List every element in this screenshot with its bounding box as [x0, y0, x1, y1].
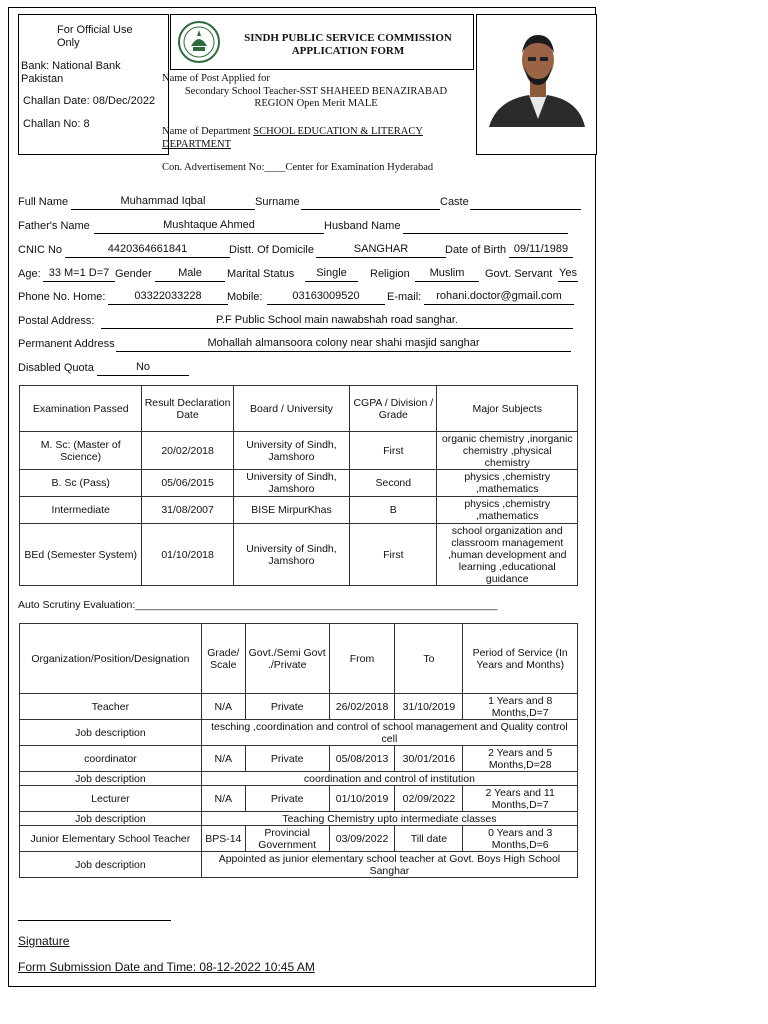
- dob-label: Date of Birth: [445, 244, 507, 256]
- table-row: [20, 786, 578, 812]
- advertisement-line: Con. Advertisement No:____Center for Examination Hyderabad: [162, 162, 434, 173]
- table-cell: school organization and classroom management ,human development and learning ,educational guidance: [437, 524, 578, 586]
- job-to: 31/10/2019: [395, 694, 463, 720]
- job-position: Lecturer: [20, 786, 202, 812]
- department-label: Name of Department: [162, 126, 251, 137]
- job-description: tesching ,coordination and control of school management and Quality control cell: [201, 720, 577, 746]
- table-cell: 05/06/2015: [142, 470, 233, 497]
- job-to: 30/01/2016: [395, 746, 463, 772]
- job-grade: N/A: [201, 746, 245, 772]
- job-period: 2 Years and 5 Months,D=28: [463, 746, 578, 772]
- husband-name-field: [403, 219, 568, 234]
- surname-field: [301, 195, 440, 210]
- job-position: Teacher: [20, 694, 202, 720]
- govt-servant-label: Govt. Servant: [485, 268, 553, 280]
- experience-header: Grade/ Scale: [201, 624, 245, 694]
- father-name-label: Father's Name: [18, 220, 90, 232]
- job-from: 05/08/2013: [329, 746, 395, 772]
- table-cell: 20/02/2018: [142, 432, 233, 470]
- education-header: CGPA / Division / Grade: [350, 386, 437, 432]
- phone-label: Phone No. Home:: [18, 291, 106, 303]
- table-cell: University of Sindh, Jamshoro: [233, 432, 349, 470]
- marital-status-field: Single: [305, 267, 358, 282]
- job-description-label: Job description: [20, 812, 202, 826]
- age-field: 33 M=1 D=7: [43, 267, 115, 282]
- table-cell: First: [350, 524, 437, 586]
- experience-header: Govt./Semi Govt ./Private: [245, 624, 329, 694]
- job-to: 02/09/2022: [395, 786, 463, 812]
- table-row: [20, 746, 578, 772]
- job-to: Till date: [395, 826, 463, 852]
- post-value: Secondary School Teacher-SST SHAHEED BENAZIRABAD REGION Open Merit MALE: [184, 85, 448, 109]
- phone-field: 03322033228: [108, 290, 228, 305]
- job-type: Private: [245, 746, 329, 772]
- table-cell: BEd (Semester System): [20, 524, 142, 586]
- experience-header-row: [20, 624, 578, 694]
- application-form-page: [8, 7, 596, 987]
- auto-scrutiny-line: Auto Scrutiny Evaluation:______________________________________________________________: [18, 599, 498, 611]
- mobile-label: Mobile:: [227, 291, 263, 303]
- domicile-label: Distt. Of Domicile: [229, 244, 314, 256]
- table-row: [20, 852, 578, 878]
- table-cell: 31/08/2007: [142, 497, 233, 524]
- age-label: Age:: [18, 268, 41, 280]
- permanent-address-field: Mohallah almansoora colony near shahi masjid sanghar: [116, 337, 571, 352]
- table-cell: Second: [350, 470, 437, 497]
- caste-field: [470, 195, 581, 210]
- education-header: Major Subjects: [437, 386, 578, 432]
- disabled-quota-label: Disabled Quota: [18, 362, 94, 374]
- cnic-label: CNIC No: [18, 244, 63, 256]
- job-description: Appointed as junior elementary school teacher at Govt. Boys High School Sanghar: [201, 852, 577, 878]
- education-header: Board / University: [233, 386, 349, 432]
- disabled-quota-field: No: [97, 361, 189, 376]
- table-cell: 01/10/2018: [142, 524, 233, 586]
- experience-header: To: [395, 624, 463, 694]
- mobile-field: 03163009520: [267, 290, 385, 305]
- job-description-label: Job description: [20, 720, 202, 746]
- table-cell: M. Sc: (Master of Science): [20, 432, 142, 470]
- email-label: E-mail:: [387, 291, 422, 303]
- experience-header: Organization/Position/Designation: [20, 624, 202, 694]
- job-period: 1 Years and 8 Months,D=7: [463, 694, 578, 720]
- religion-field: Muslim: [415, 267, 479, 282]
- table-row: [20, 432, 578, 470]
- table-cell: physics ,chemistry ,mathematics: [437, 470, 578, 497]
- department-value: SCHOOL EDUCATION & LITERACY DEPARTMENT: [162, 126, 423, 150]
- job-grade: N/A: [201, 786, 245, 812]
- cnic-field: 4420364661841: [65, 243, 230, 258]
- table-cell: University of Sindh, Jamshoro: [233, 470, 349, 497]
- full-name-field: Muhammad Iqbal: [71, 195, 255, 210]
- gender-label: Gender: [115, 268, 152, 280]
- job-position: Junior Elementary School Teacher: [20, 826, 202, 852]
- bank-name: Bank: National Bank Pakistan: [21, 60, 121, 85]
- job-description-label: Job description: [20, 772, 202, 786]
- table-row: [20, 772, 578, 786]
- education-table: [19, 385, 578, 586]
- table-cell: First: [350, 432, 437, 470]
- job-description-label: Job description: [20, 852, 202, 878]
- postal-address-field: P.F Public School main nawabshah road sanghar.: [101, 314, 573, 329]
- submission-datetime: Form Submission Date and Time: 08-12-2022 10:45 AM: [18, 960, 315, 974]
- table-row: [20, 524, 578, 586]
- husband-name-label: Husband Name: [324, 220, 401, 232]
- job-from: 26/02/2018: [329, 694, 395, 720]
- challan-no: Challan No: 8: [23, 118, 90, 130]
- education-header-row: [20, 386, 578, 432]
- department-line: [162, 125, 452, 151]
- table-cell: BISE MirpurKhas: [233, 497, 349, 524]
- education-header: Result Declaration Date: [142, 386, 233, 432]
- table-cell: Intermediate: [20, 497, 142, 524]
- form-title: APPLICATION FORM: [291, 45, 405, 57]
- job-type: Private: [245, 694, 329, 720]
- education-header: Examination Passed: [20, 386, 142, 432]
- table-cell: University of Sindh, Jamshoro: [233, 524, 349, 586]
- header-box: [170, 14, 474, 70]
- applicant-photo-image: [477, 15, 597, 155]
- job-from: 03/09/2022: [329, 826, 395, 852]
- applicant-photo: [476, 14, 597, 155]
- table-row: [20, 497, 578, 524]
- religion-label: Religion: [370, 268, 410, 280]
- job-type: Private: [245, 786, 329, 812]
- challan-date: Challan Date: 08/Dec/2022: [23, 95, 156, 107]
- permanent-address-label: Permanent Address: [18, 338, 115, 350]
- org-title: SINDH PUBLIC SERVICE COMMISSION: [244, 32, 452, 44]
- father-name-field: Mushtaque Ahmed: [94, 219, 324, 234]
- job-type: Provincial Government: [245, 826, 329, 852]
- domicile-field: SANGHAR: [316, 243, 446, 258]
- govt-servant-field: Yes: [558, 267, 578, 282]
- job-grade: BPS-14: [201, 826, 245, 852]
- table-row: [20, 720, 578, 746]
- dob-field: 09/11/1989: [509, 243, 573, 258]
- table-row: [20, 470, 578, 497]
- full-name-label: Full Name: [18, 196, 69, 208]
- official-use-title: For Official Use Only: [57, 24, 133, 49]
- official-use-box: [18, 14, 169, 155]
- table-cell: organic chemistry ,inorganic chemistry ,physical chemistry: [437, 432, 578, 470]
- post-label: Name of Post Applied for: [162, 73, 270, 84]
- job-description: Teaching Chemistry upto intermediate classes: [201, 812, 577, 826]
- gender-field: Male: [155, 267, 225, 282]
- table-row: [20, 826, 578, 852]
- experience-header: Period of Service (In Years and Months): [463, 624, 578, 694]
- table-row: [20, 812, 578, 826]
- job-period: 0 Years and 3 Months,D=6: [463, 826, 578, 852]
- experience-table: [19, 623, 578, 878]
- table-cell: B. Sc (Pass): [20, 470, 142, 497]
- job-description: coordination and control of institution: [201, 772, 577, 786]
- job-grade: N/A: [201, 694, 245, 720]
- caste-label: Caste: [440, 196, 469, 208]
- table-cell: physics ,chemistry ,mathematics: [437, 497, 578, 524]
- spsc-emblem-icon: [177, 20, 221, 64]
- signature-line: [18, 920, 171, 921]
- job-period: 2 Years and 11 Months,D=7: [463, 786, 578, 812]
- job-position: coordinator: [20, 746, 202, 772]
- marital-status-label: Marital Status: [227, 268, 295, 280]
- job-from: 01/10/2019: [329, 786, 395, 812]
- postal-address-label: Postal Address:: [18, 315, 95, 327]
- table-cell: B: [350, 497, 437, 524]
- experience-header: From: [329, 624, 395, 694]
- signature-label: Signature: [18, 934, 70, 948]
- table-row: [20, 694, 578, 720]
- email-field: rohani.doctor@gmail.com: [424, 290, 574, 305]
- surname-label: Surname: [255, 196, 300, 208]
